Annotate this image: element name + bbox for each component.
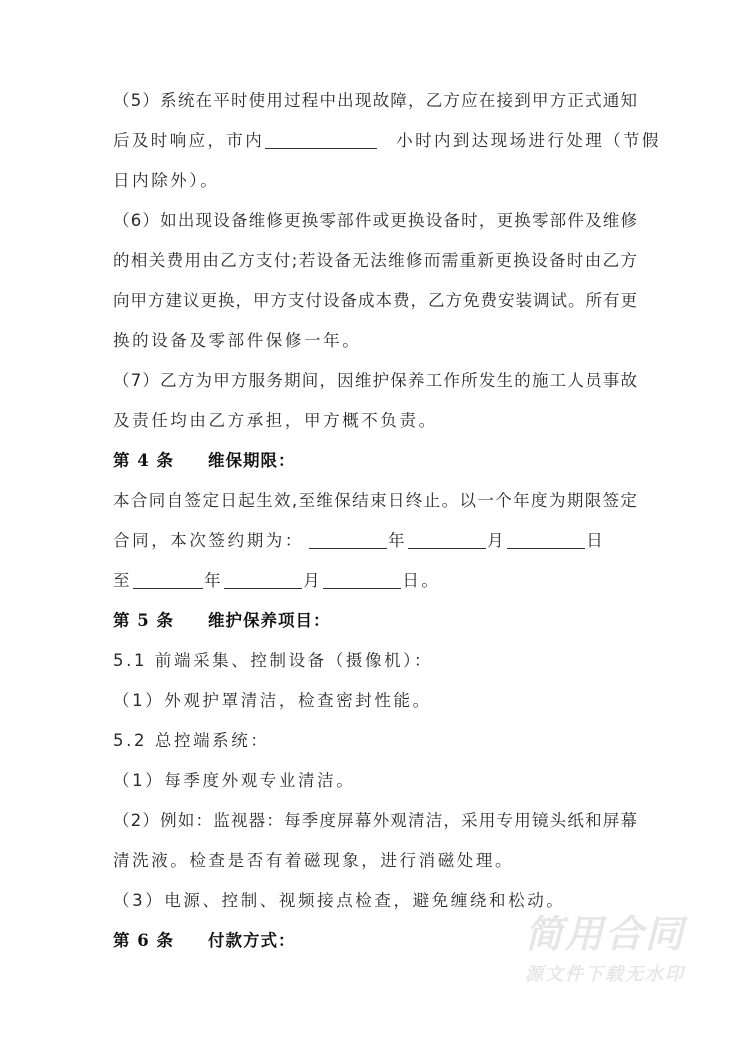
year-label: 年 xyxy=(204,571,224,590)
start-day-blank[interactable] xyxy=(507,530,585,549)
clause-6-title: 付款方式： xyxy=(207,931,296,950)
end-day-blank[interactable] xyxy=(323,570,401,589)
month-label: 月 xyxy=(303,571,323,590)
day-label: 日 xyxy=(586,531,606,550)
section-5-2-item1: （1）每季度外观专业清洁。 xyxy=(113,771,356,790)
watermark-main-text: 简用合同 xyxy=(524,912,685,956)
item5-line1: （5）系统在平时使用过程中出现故障，乙方应在接到甲方正式通知 xyxy=(113,91,637,110)
start-year-blank[interactable] xyxy=(309,530,387,549)
clause-5-heading xyxy=(113,610,637,632)
clause-6-number: 第 6 条 xyxy=(113,931,174,950)
end-month-blank[interactable] xyxy=(224,570,302,589)
item7-line1: （7）乙方为甲方服务期间，因维护保养工作所发生的施工人员事故 xyxy=(113,371,637,390)
section-5-2-title: 5.2 总控端系统： xyxy=(113,731,270,750)
item6-line2: 的相关费用由乙方支付;若设备无法维修而需重新更换设备时由乙方 xyxy=(113,251,637,270)
section-5-2-item2-line2: 清洗液。检查是否有着磁现象，进行消磁处理。 xyxy=(113,851,515,870)
clause-5-title: 维护保养项目： xyxy=(207,611,331,630)
item6-line1: （6）如出现设备维修更换零部件或更换设备时，更换零部件及维修 xyxy=(113,211,637,230)
section-5-1-title: 5.1 前端采集、控制设备（摄像机）： xyxy=(113,651,434,670)
section-5-1-item1: （1）外观护罩清洁，检查密封性能。 xyxy=(113,691,432,710)
watermark xyxy=(510,912,700,988)
watermark-sub-text: 源文件下载无水印 xyxy=(525,964,685,985)
clause-4-number: 第 4 条 xyxy=(113,451,174,470)
item6-line4: 换的设备及零部件保修一年。 xyxy=(113,331,362,350)
clause-4-heading xyxy=(113,450,637,472)
clause-4-line1: 本合同自签定日起生效,至维保结束日终止。以一个年度为期限签定 xyxy=(113,491,637,510)
clause-4-line2 xyxy=(113,530,637,552)
contract-period-label: 合同，本次签约期为： xyxy=(113,531,304,550)
section-5-2-item2-line1: （2）例如：监视器：每季度屏幕外观清洁，采用专用镜头纸和屏幕 xyxy=(113,811,637,830)
day-end-label: 日。 xyxy=(402,571,441,590)
to-label: 至 xyxy=(113,571,133,590)
item5-line2-before: 后及时响应，市内 xyxy=(113,131,265,150)
item5-line2-after: 小时内到达现场进行处理（节假 xyxy=(396,131,661,150)
item5-line3: 日内除外）。 xyxy=(113,171,220,190)
end-year-blank[interactable] xyxy=(133,570,203,589)
response-hours-blank[interactable] xyxy=(265,130,377,149)
item7-line2: 及责任均由乙方承担，甲方概不负责。 xyxy=(113,411,438,430)
month-label: 月 xyxy=(487,531,507,550)
item5-line2 xyxy=(113,130,661,152)
item6-line3: 向甲方建议更换，甲方支付设备成本费，乙方免费安装调试。所有更 xyxy=(113,291,637,310)
section-5-2-item3: （3）电源、控制、视频接点检查，避免缠绕和松动。 xyxy=(113,891,566,910)
clause-4-title: 维保期限： xyxy=(207,451,296,470)
year-label: 年 xyxy=(388,531,408,550)
clause-4-line3 xyxy=(113,570,637,592)
start-month-blank[interactable] xyxy=(408,530,486,549)
clause-5-number: 第 5 条 xyxy=(113,611,174,630)
